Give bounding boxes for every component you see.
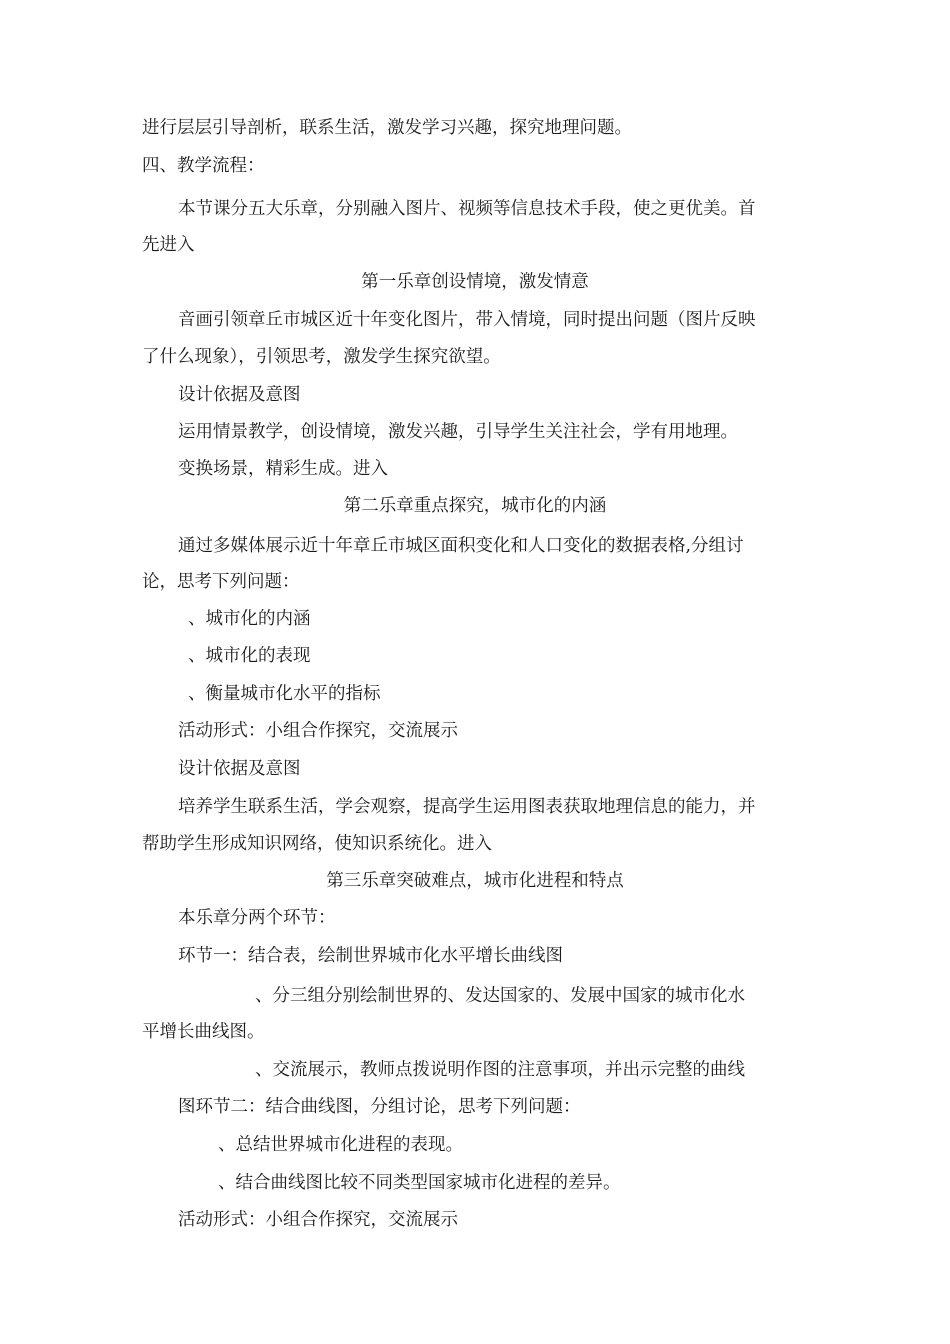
paragraph-line: 环节一：结合表，绘制世界城市化水平增长曲线图 — [178, 946, 563, 966]
paragraph-line: 运用情景教学，创设情境，激发兴趣，引导学生关注社会，学有用地理。 — [178, 422, 738, 442]
paragraph-line: 先进入 — [142, 235, 195, 255]
chapter-title: 第一乐章创设情境，激发情意 — [361, 272, 589, 292]
paragraph-line: 进行层层引导剖析，联系生活，激发学习兴趣，探究地理问题。 — [142, 118, 632, 138]
list-item: 、衡量城市化水平的指标 — [188, 684, 381, 704]
paragraph-line: 图环节二：结合曲线图，分组讨论，思考下列问题： — [178, 1097, 581, 1117]
paragraph-line: 活动形式：小组合作探究，交流展示 — [178, 721, 458, 741]
chapter-title: 第三乐章突破难点，城市化进程和特点 — [326, 871, 624, 891]
section-heading: 四、教学流程： — [142, 156, 265, 176]
paragraph-line: 平增长曲线图。 — [142, 1022, 265, 1042]
subheading: 设计依据及意图 — [178, 385, 301, 405]
list-item: 、交流展示，教师点拨说明作图的注意事项，并出示完整的曲线 — [255, 1060, 745, 1080]
chapter-title: 第二乐章重点探究，城市化的内涵 — [343, 496, 607, 516]
paragraph-line: 培养学生联系生活，学会观察，提高学生运用图表获取地理信息的能力，并 — [178, 797, 756, 817]
paragraph-line: 变换场景，精彩生成。进入 — [178, 459, 388, 479]
paragraph-line: 本节课分五大乐章，分别融入图片、视频等信息技术手段，使之更优美。首 — [178, 199, 756, 219]
paragraph-line: 论，思考下列问题： — [142, 572, 300, 592]
paragraph-line: 帮助学生形成知识网络，使知识系统化。进入 — [142, 834, 492, 854]
list-item: 、总结世界城市化进程的表现。 — [218, 1135, 463, 1155]
list-item: 、城市化的表现 — [188, 646, 311, 666]
paragraph-line: 活动形式：小组合作探究，交流展示 — [178, 1210, 458, 1230]
list-item: 、结合曲线图比较不同类型国家城市化进程的差异。 — [218, 1173, 621, 1193]
paragraph-line: 音画引领章丘市城区近十年变化图片，带入情境，同时提出问题（图片反映 — [178, 310, 756, 330]
paragraph-line: 了什么现象），引领思考，激发学生探究欲望。 — [142, 347, 501, 367]
paragraph-line: 通过多媒体展示近十年章丘市城区面积变化和人口变化的数据表格,分组讨 — [178, 536, 744, 556]
subheading: 设计依据及意图 — [178, 759, 301, 779]
paragraph-line: 本乐章分两个环节： — [178, 908, 336, 928]
list-item: 、分三组分别绘制世界的、发达国家的、发展中国家的城市化水 — [255, 986, 745, 1006]
list-item: 、城市化的内涵 — [188, 609, 311, 629]
